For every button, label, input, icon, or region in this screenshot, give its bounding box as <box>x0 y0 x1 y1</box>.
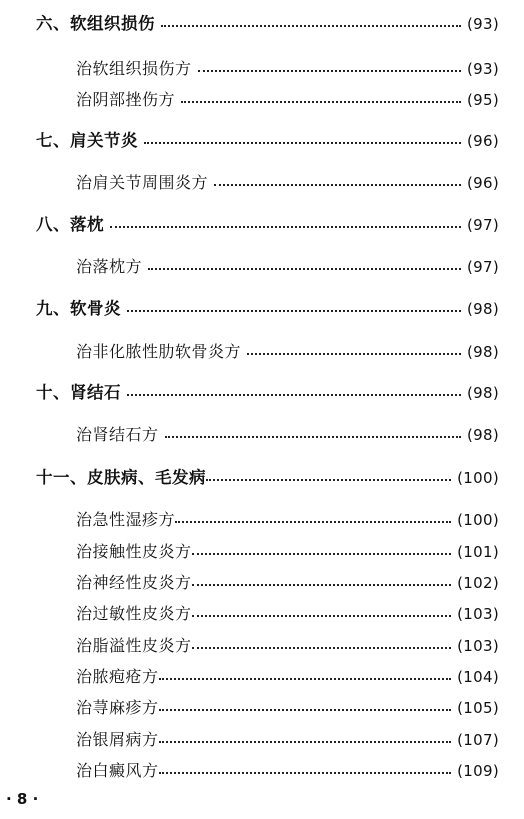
page-reference: (100) <box>457 469 499 487</box>
entry-title: 治接触性皮炎方 <box>76 542 192 561</box>
dot-leader <box>192 584 452 586</box>
toc-entry <box>76 634 499 658</box>
dot-leader <box>161 25 461 27</box>
dot-leader <box>192 615 452 617</box>
entry-title: 治肩关节周围炎方 <box>76 173 209 192</box>
page-reference: (100) <box>457 511 499 529</box>
page-reference: (98) <box>467 300 499 318</box>
entry-title: 治银屑病方 <box>76 730 159 749</box>
page-number: · 8 · <box>6 790 39 808</box>
section-title: 九、软骨炎 <box>36 299 121 318</box>
page-reference: (98) <box>467 384 499 402</box>
entry-title: 治神经性皮炎方 <box>76 573 192 592</box>
toc-section-heading <box>36 129 499 153</box>
toc-entry <box>76 665 499 689</box>
dot-leader <box>214 184 461 186</box>
toc-entry <box>76 571 499 595</box>
entry-title: 治白癜风方 <box>76 761 159 780</box>
dot-leader <box>175 521 451 523</box>
toc-entry <box>76 602 499 626</box>
page-reference: (97) <box>467 216 499 234</box>
toc-section-heading <box>36 213 499 237</box>
toc-section-heading <box>36 297 499 321</box>
toc-entry <box>76 57 499 81</box>
dot-leader <box>206 479 451 481</box>
toc-entry <box>76 508 499 532</box>
entry-title: 治落枕方 <box>76 257 143 276</box>
toc-entry <box>76 255 499 279</box>
entry-title: 治荨麻疹方 <box>76 698 159 717</box>
dot-leader <box>110 226 461 228</box>
dot-leader <box>148 268 461 270</box>
toc-entry <box>76 423 499 447</box>
page-reference: (103) <box>457 605 499 623</box>
page-reference: (95) <box>467 91 499 109</box>
entry-title: 治脂溢性皮炎方 <box>76 636 192 655</box>
dot-leader <box>192 647 452 649</box>
entry-title: 治阴部挫伤方 <box>76 90 176 109</box>
page-reference: (105) <box>457 699 499 717</box>
page-reference: (97) <box>467 258 499 276</box>
toc-section-heading <box>36 12 499 36</box>
section-title: 十一、皮肤病、毛发病 <box>36 468 206 487</box>
page-reference: (93) <box>467 60 499 78</box>
entry-title: 治肾结石方 <box>76 425 159 444</box>
page-reference: (104) <box>457 668 499 686</box>
toc-entry <box>76 759 499 783</box>
dot-leader <box>144 142 461 144</box>
dot-leader <box>127 310 461 312</box>
toc-entry <box>76 171 499 195</box>
section-title: 十、肾结石 <box>36 383 121 402</box>
dot-leader <box>159 709 452 711</box>
page-reference: (96) <box>467 174 499 192</box>
dot-leader <box>192 553 452 555</box>
toc-entry <box>76 728 499 752</box>
page-reference: (107) <box>457 731 499 749</box>
page-reference: (98) <box>467 426 499 444</box>
entry-title: 治急性湿疹方 <box>76 510 176 529</box>
page-reference: (101) <box>457 543 499 561</box>
dot-leader <box>247 353 461 355</box>
section-title: 七、肩关节炎 <box>36 131 138 150</box>
toc-section-heading <box>36 466 499 490</box>
entry-title: 治脓疱疮方 <box>76 667 159 686</box>
entry-title: 治软组织损伤方 <box>76 59 192 78</box>
toc-entry <box>76 340 499 364</box>
toc-entry <box>76 696 499 720</box>
toc-entry <box>76 88 499 112</box>
dot-leader <box>159 678 452 680</box>
page-reference: (109) <box>457 762 499 780</box>
dot-leader <box>181 101 461 103</box>
page-reference: (98) <box>467 343 499 361</box>
dot-leader <box>159 741 452 743</box>
dot-leader <box>198 70 461 72</box>
section-title: 八、落枕 <box>36 215 104 234</box>
dot-leader <box>159 772 452 774</box>
page-reference: (102) <box>457 574 499 592</box>
entry-title: 治过敏性皮炎方 <box>76 604 192 623</box>
page-reference: (103) <box>457 637 499 655</box>
entry-title: 治非化脓性肋软骨炎方 <box>76 342 242 361</box>
dot-leader <box>165 436 461 438</box>
page-reference: (96) <box>467 132 499 150</box>
page-reference: (93) <box>467 15 499 33</box>
dot-leader <box>127 394 461 396</box>
section-title: 六、软组织损伤 <box>36 14 155 33</box>
toc-section-heading <box>36 381 499 405</box>
toc-entry <box>76 540 499 564</box>
